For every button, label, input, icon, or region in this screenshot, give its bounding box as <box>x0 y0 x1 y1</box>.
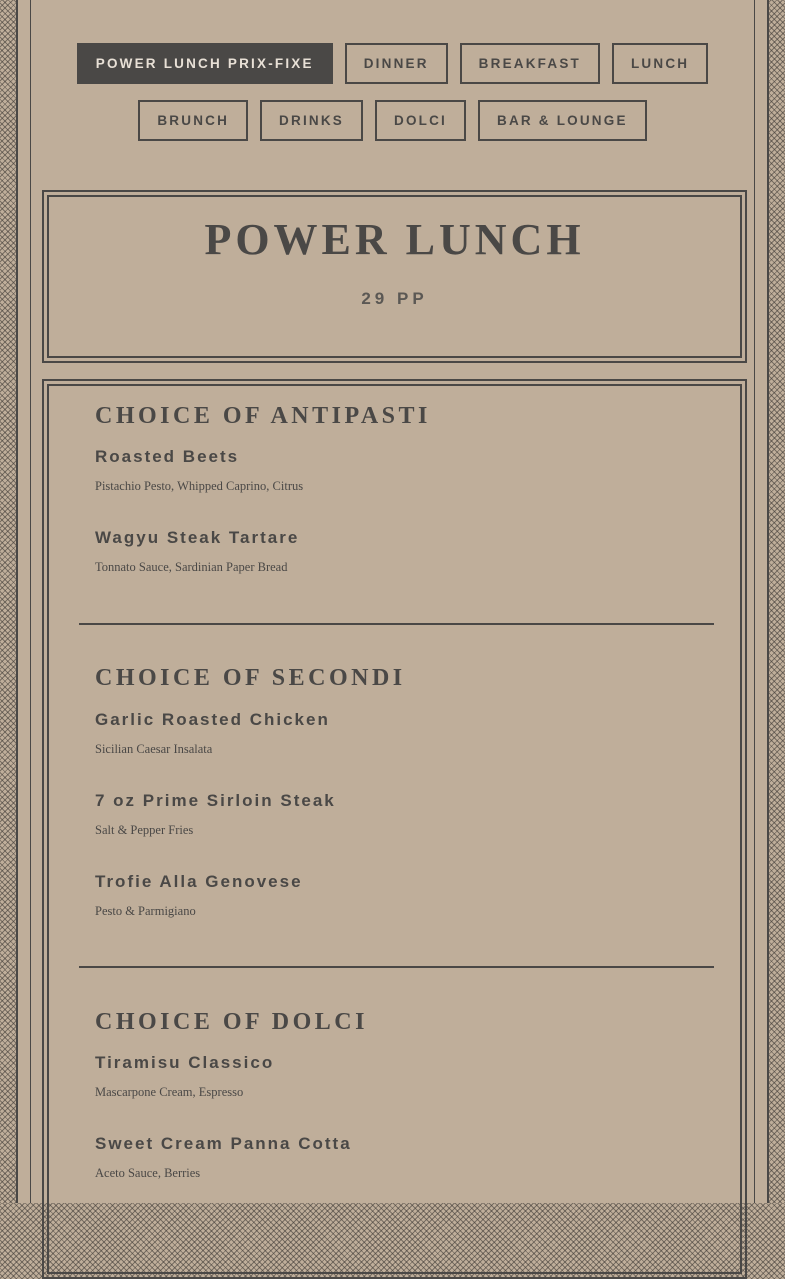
menu-panel <box>16 0 769 1203</box>
menu-item-name: Roasted Beets <box>95 447 240 466</box>
menu-title: POWER LUNCH <box>204 215 585 264</box>
tab-breakfast[interactable]: BREAKFAST <box>460 43 600 84</box>
menu-item-description: Mascarpone Cream, Espresso <box>95 1085 244 1099</box>
section-divider <box>79 966 714 968</box>
menu-item-name: Trofie Alla Genovese <box>95 872 303 891</box>
section-title-secondi: CHOICE OF SECONDI <box>95 665 406 691</box>
section-secondi <box>95 665 715 918</box>
menu-price: 29 PP <box>361 289 428 308</box>
menu-item-name: Sweet Cream Panna Cotta <box>95 1134 352 1153</box>
menu-item-description: Salt & Pepper Fries <box>95 823 194 837</box>
menu-item <box>95 1053 275 1099</box>
menu-item-description: Tonnato Sauce, Sardinian Paper Bread <box>95 560 288 574</box>
tab-dolci[interactable]: DOLCI <box>375 100 466 141</box>
menu-tabs <box>18 43 767 157</box>
section-dolci <box>95 1009 715 1180</box>
menu-item-name: Wagyu Steak Tartare <box>95 528 300 547</box>
menu-title-box <box>42 190 747 363</box>
tab-dinner[interactable]: DINNER <box>345 43 448 84</box>
menu-item <box>95 528 300 574</box>
menu-item-name: 7 oz Prime Sirloin Steak <box>95 791 336 810</box>
menu-item <box>95 1134 352 1180</box>
section-antipasti <box>95 403 715 574</box>
menu-item <box>95 872 303 918</box>
menu-item <box>95 710 330 756</box>
tab-row-1 <box>18 43 767 84</box>
menu-content-box <box>42 379 747 1279</box>
tab-drinks[interactable]: DRINKS <box>260 100 363 141</box>
tab-bar-lounge[interactable]: BAR & LOUNGE <box>478 100 647 141</box>
menu-item <box>95 791 336 837</box>
menu-item-name: Tiramisu Classico <box>95 1053 275 1072</box>
section-divider <box>79 623 714 625</box>
menu-item-description: Pesto & Parmigiano <box>95 904 196 918</box>
section-title-antipasti: CHOICE OF ANTIPASTI <box>95 403 431 429</box>
tab-power-lunch-prix-fixe[interactable]: POWER LUNCH PRIX-FIXE <box>77 43 333 84</box>
tab-row-2 <box>18 100 767 141</box>
menu-item <box>95 447 304 493</box>
menu-item-name: Garlic Roasted Chicken <box>95 710 330 729</box>
section-title-dolci: CHOICE OF DOLCI <box>95 1009 368 1035</box>
tab-lunch[interactable]: LUNCH <box>612 43 708 84</box>
menu-item-description: Sicilian Caesar Insalata <box>95 742 213 756</box>
tab-brunch[interactable]: BRUNCH <box>138 100 248 141</box>
menu-item-description: Pistachio Pesto, Whipped Caprino, Citrus <box>95 479 304 493</box>
menu-item-description: Aceto Sauce, Berries <box>95 1166 201 1180</box>
